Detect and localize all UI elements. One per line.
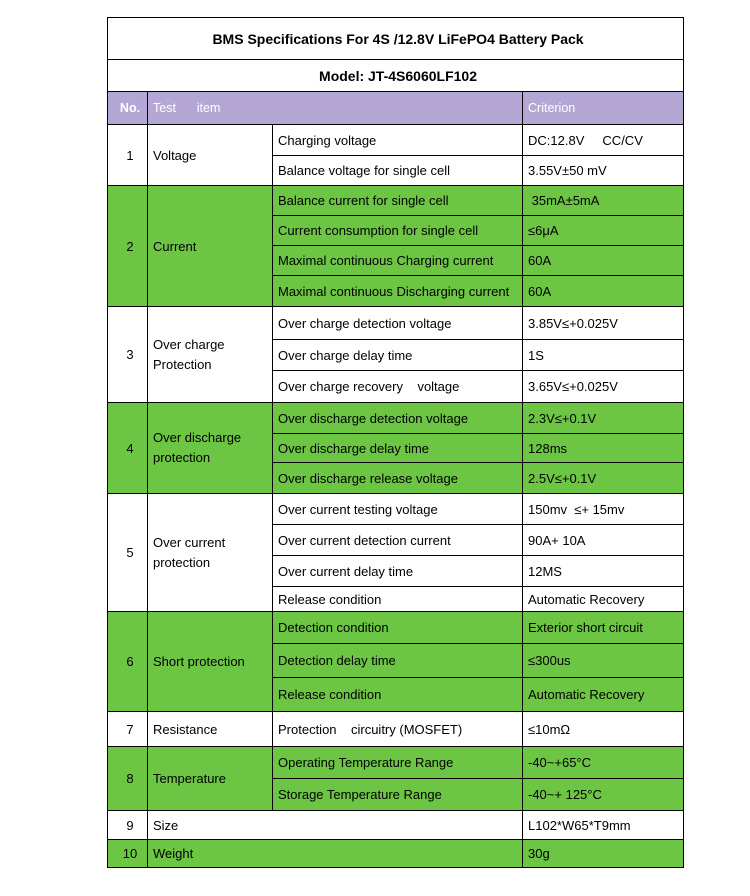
test-item: Over current delay time xyxy=(273,556,523,587)
criterion-value: L102*W65*T9mm xyxy=(523,811,684,840)
criterion-value: 90A+ 10A xyxy=(523,525,684,556)
test-item: Detection delay time xyxy=(273,644,523,678)
bms-spec-table xyxy=(107,17,684,868)
group-name: Short protection xyxy=(148,612,273,712)
criterion-value: 150mv ≤+ 15mv xyxy=(523,494,684,525)
test-item: Maximal continuous Discharging current xyxy=(273,276,523,307)
criterion-value: -40~+65°C xyxy=(523,747,684,779)
test-item: Over charge recovery voltage xyxy=(273,371,523,403)
test-item: Over discharge delay time xyxy=(273,434,523,463)
test-item: Protection circuitry (MOSFET) xyxy=(273,712,523,747)
model-number: Model: JT-4S6060LF102 xyxy=(108,60,684,92)
group-name: Voltage xyxy=(148,125,273,186)
group-no: 4 xyxy=(108,403,148,494)
criterion-value: Exterior short circuit xyxy=(523,612,684,644)
test-item: Balance current for single cell xyxy=(273,186,523,216)
test-item: Over discharge detection voltage xyxy=(273,403,523,434)
group-no: 7 xyxy=(108,712,148,747)
test-item: Charging voltage xyxy=(273,125,523,156)
criterion-value: 1S xyxy=(523,340,684,371)
test-item: Release condition xyxy=(273,678,523,712)
group-name: Size xyxy=(148,811,523,840)
group-name: Over discharge protection xyxy=(148,403,273,494)
test-item: Maximal continuous Charging current xyxy=(273,246,523,276)
group-name: Temperature xyxy=(148,747,273,811)
test-item: Over charge delay time xyxy=(273,340,523,371)
criterion-value: 128ms xyxy=(523,434,684,463)
header-test-item: Test item xyxy=(148,92,523,125)
criterion-value: 3.55V±50 mV xyxy=(523,156,684,186)
test-item: Release condition xyxy=(273,587,523,612)
test-item: Over current testing voltage xyxy=(273,494,523,525)
group-no: 6 xyxy=(108,612,148,712)
criterion-value: Automatic Recovery xyxy=(523,678,684,712)
test-item: Over current detection current xyxy=(273,525,523,556)
criterion-value: 3.85V≤+0.025V xyxy=(523,307,684,340)
group-no: 5 xyxy=(108,494,148,612)
group-name: Over current protection xyxy=(148,494,273,612)
group-no: 1 xyxy=(108,125,148,186)
criterion-value: 3.65V≤+0.025V xyxy=(523,371,684,403)
group-no: 10 xyxy=(108,840,148,868)
criterion-value: -40~+ 125°C xyxy=(523,779,684,811)
test-item: Over discharge release voltage xyxy=(273,463,523,494)
criterion-value: DC:12.8V CC/CV xyxy=(523,125,684,156)
criterion-value: ≤10mΩ xyxy=(523,712,684,747)
group-no: 2 xyxy=(108,186,148,307)
criterion-value: 60A xyxy=(523,276,684,307)
criterion-value: 35mA±5mA xyxy=(523,186,684,216)
test-item: Operating Temperature Range xyxy=(273,747,523,779)
document-title: BMS Specifications For 4S /12.8V LiFePO4 Battery Pack xyxy=(108,18,684,60)
criterion-value: ≤6μA xyxy=(523,216,684,246)
group-no: 3 xyxy=(108,307,148,403)
criterion-value: Automatic Recovery xyxy=(523,587,684,612)
group-name: Over charge Protection xyxy=(148,307,273,403)
test-item: Current consumption for single cell xyxy=(273,216,523,246)
group-no: 8 xyxy=(108,747,148,811)
group-name: Resistance xyxy=(148,712,273,747)
criterion-value: 12MS xyxy=(523,556,684,587)
criterion-value: 30g xyxy=(523,840,684,868)
header-criterion: Criterion xyxy=(523,92,684,125)
group-name: Weight xyxy=(148,840,523,868)
test-item: Over charge detection voltage xyxy=(273,307,523,340)
criterion-value: ≤300us xyxy=(523,644,684,678)
test-item: Balance voltage for single cell xyxy=(273,156,523,186)
criterion-value: 2.3V≤+0.1V xyxy=(523,403,684,434)
group-name: Current xyxy=(148,186,273,307)
test-item: Detection condition xyxy=(273,612,523,644)
criterion-value: 60A xyxy=(523,246,684,276)
test-item: Storage Temperature Range xyxy=(273,779,523,811)
criterion-value: 2.5V≤+0.1V xyxy=(523,463,684,494)
group-no: 9 xyxy=(108,811,148,840)
header-no: No. xyxy=(108,92,148,125)
